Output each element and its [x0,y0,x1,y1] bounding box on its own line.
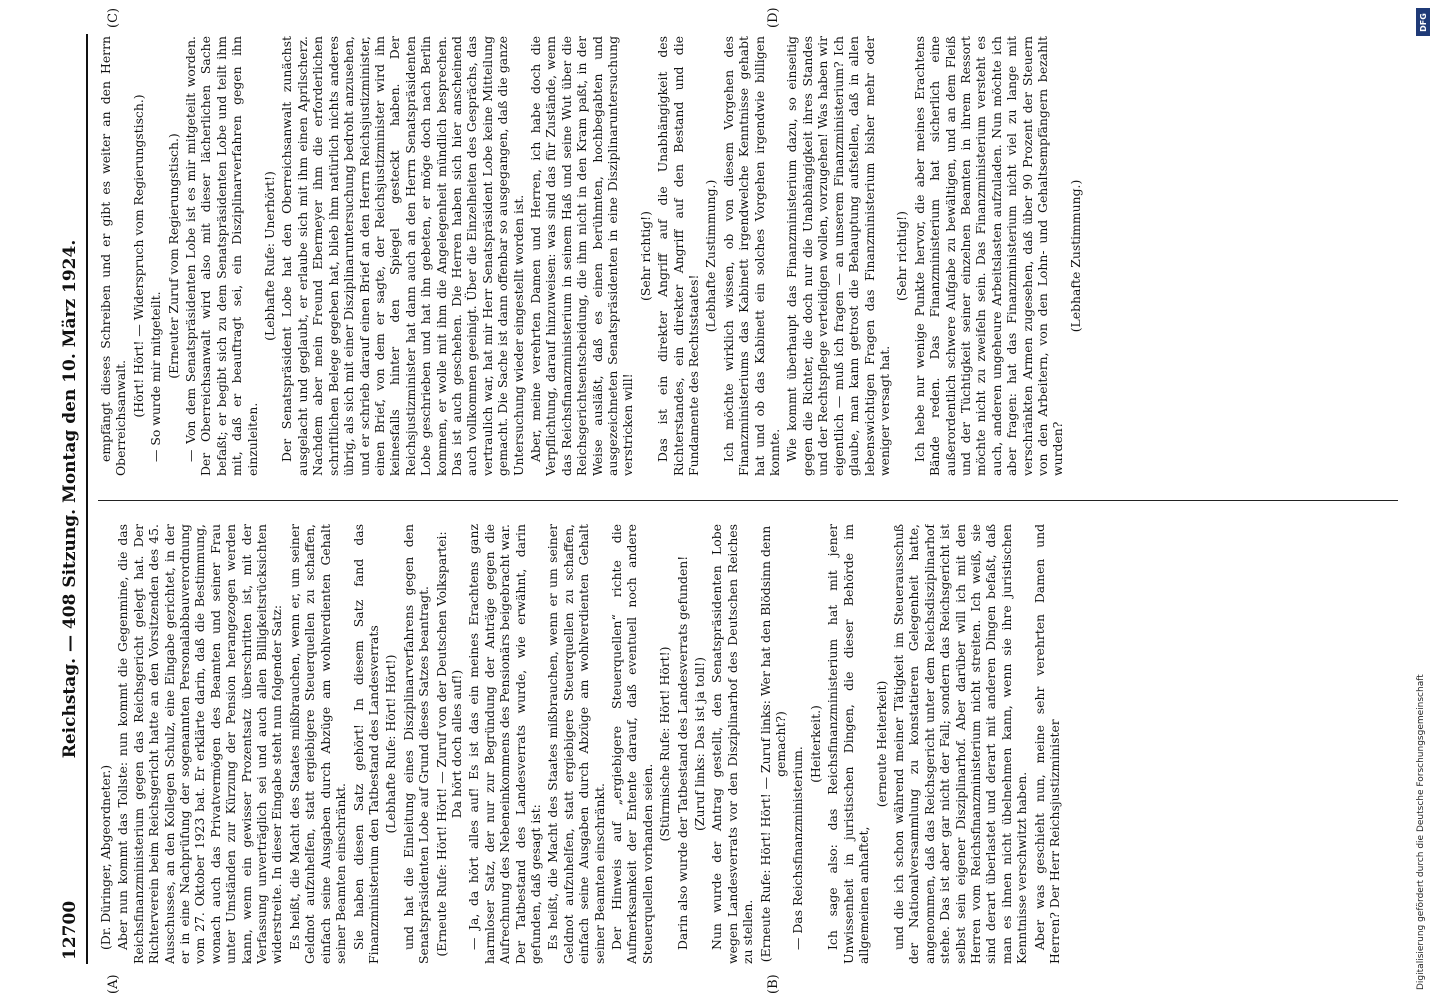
paragraph: Wie kommt überhaupt das Finanzministerium dazu, so einseitig gegen die Richter, die doch nur die Unabhängigkeit ihres Standes und der Rechtspflege verteidigen wollen, vorzugehen! Was haben wir eigentlich — muß ich fragen — an unserem Finanzministerium? Ich glaube, man kann getrost die Behauptung aufstellen, daß in allen lebenswichtigen Fragen das Finanzministerium bisher mehr oder weniger versagt hat. [784,36,892,476]
left-column [98,524,1398,964]
paragraph: — So wurde mir mitgeteilt. [148,291,164,462]
margin-mark-d: (D) [766,7,781,28]
interjection: (erneute Heiterkeit) [873,680,889,808]
paragraph: Es heißt, die Macht des Staates mißbrauchen, wenn er, um seiner Geldnot aufzuhelfen, statt ergiebigere Steuerquellen zu schaffen, einfach seine Ausgaben durch Abzüge am wohlverdienten Gehalt seiner Beamten einschränkt. [286,524,349,964]
paragraph: Sie haben diesen Satz gehört! In diesem Satz fand das Finanzministerium den Tatbestand des Landesverrats [350,524,381,964]
interjection: (Lebhafte Zustimmung.) [1067,179,1083,333]
paragraph: — Von dem Senatspräsidenten Lobe ist es mir mitgeteilt worden. Der Oberreichsanwalt wird also mit dieser lächerlichen Sache befaßt; er begibt sich zu dem Senatspräsidenten Lobe und teilt ihm mit, daß er beauftragt sei, ein Disziplinarverfahren gegen ihn einzuleiten. [183,36,260,476]
interjection: (Erneute Rufe: Hört! Hört! — Zuruf von der Deutschen Volkspartei: Da hört doch alles auf!) [433,531,464,957]
paragraph: Es heißt, die Macht des Staates mißbrauchen, wenn er um seiner Geldnot aufzuhelfen, statt ergiebigere Steuerquellen zu schaffen, einfach seine Ausgaben durch Abzüge am wohlverdienten Gehalt seiner Beamten einschränkt. [545,524,607,964]
paragraph: Das ist ein direkter Angriff auf die Unabhängigkeit des Richterstandes, ein direkter Angriff auf den Bestand und die Fundamente des Rechtsstaates! [655,36,702,476]
margin-mark-c: (C) [106,7,121,28]
interjection: (Zuruf links: Das ist ja toll!) [692,657,708,831]
paragraph: Ich möchte wirklich wissen, ob von diesem Vorgehen des Finanzministeriums das Kabinett irgendwelche Kenntnisse gehabt hat und ob das Kabinett ein solches Vorgehen irgendwie billigen konnte. [720,36,783,476]
page-content [50,7,1410,994]
paragraph: Nun wurde der Antrag gestellt, den Senatspräsidenten Lobe wegen Landesverrats vor den Disziplinarhof des Deutschen Reiches zu stellen. [709,524,756,964]
margin-mark-a: (A) [106,974,121,994]
interjection: (Sehr richtig!) [637,211,653,301]
margin-mark-b: (B) [766,974,781,994]
paragraph: Aber, meine verehrten Damen und Herren, ich habe doch die Verpflichtung, darauf hinzuweisen: was sind das für Zustände, wenn das Reichsfinanzministerium in seinem Haß und seine Wut über die Reichsgerichtsentscheidung, die ihm nicht in den Kram paßt, in der Weise ausläßt, daß es einen berühmten, hochbegabten und ausgezeichneten Senatspräsidenten in eine Disziplinaruntersuchung verstricken will! [527,36,636,476]
dfg-logo: DFG [1416,8,1430,36]
interjection: (Sehr richtig!) [894,211,910,301]
paragraph: — Das Reichsfinanzministerium. [790,746,806,950]
paragraph: und hat die Einleitung eines Disziplinarverfahrens gegen den Senatspräsidenten Lobe auf Grund dieses Satzes beantragt. [400,524,432,964]
paragraph: Aber was geschieht nun, meine sehr verehrten Damen und Herren? Der Herr Reichsjustizminister [1031,524,1062,964]
paragraph: empfängt dieses Schreiben und er gibt es weiter an den Herrn Oberreichsanwalt. [98,36,129,476]
paragraph: Ich sage also: das Reichsfinanzministerium hat mit jener Unwissenheit in juristischen Dingen, die dieser Behörde im allgemeinen anhaftet, [825,524,872,964]
interjection: (Erneuter Zuruf vom Regierungstisch.) [165,133,181,379]
paragraph: (Dr. Düringer, Abgeordneter.) [98,764,113,950]
interjection: (Heiterkeit.) [807,705,823,783]
page-number: 12700 [60,900,80,960]
paragraph: Darin also wurde der Tatbestand des Landesverrats gefunden! [674,555,690,950]
right-column [98,36,1398,476]
paragraph: und die ich schon während meiner Tätigkeit im Steuerausschuß der Nationalversammlung zu konstatieren Gelegenheit hatte, angenommen, daß das Reichsgericht unter dem Reichsdisziplinarhof stehe. Das ist aber gar nicht der Fall; sondern das Reichsgericht ist selbst sein eigener Disziplinarhof. Aber darüber will ich mit den Herren vom Reichsfinanzministerium nicht streiten. Ich weiß, sie sind derart überlastet und derart mit anderen Dingen befaßt, daß man es ihnen nicht übelnehmen kann, wenn sie ihre juristischen Kenntnisse verschwitzt haben. [890,524,1030,964]
interjection: (Stürmische Rufe: Hört! Hört!) [657,646,673,842]
paragraph: Aber nun kommt das Tollste: nun kommt die Gegenmine, die das Reichsfinanzministerium gegen das Reichsgericht gelegt hat. Der Richterverein beim Reichsgericht hatte an den Vorsitzenden des 45. Ausschusses, an den Kollegen Schulz, eine Eingabe gerichtet, in der er in eine Nachprüfung der sogenannten Personalabbauverordnung vom 27. Oktober 1923 bat. Er erklärte darin, daß die Bestimmung, wonach auch das Privatvermögen des Beamten und seiner Frau unter Umständen zur Kürzung der Pension herangezogen werden kann, wenn ein gewisser Prozentsatz überschritten ist, mit der Verfassung unverträglich sei und auch allen Billigkeitsrücksichten widerstreite. In dieser Eingabe steht nun folgender Satz: [115,524,285,964]
interjection: (Erneute Rufe: Hört! Hört! — Zuruf links: Wer hat den Blödsinn denn gemacht?) [757,525,789,963]
paragraph: Der Senatspräsident Lobe hat den Oberreichsanwalt zunächst ausgelacht und geglaubt, er erlaube sich mit ihm einen Aprilscherz. Nachdem aber mein Freund Ebermeyer ihm die erforderlichen schriftlichen Belege gegeben hat, blieb ihm natürlich nichts anderes übrig, als sich mit einer Disziplinaruntersuchung bedroht anzusehen, und er schrieb darauf einen Brief an den Herrn Reichsjustizminister, einen Brief, von dem er sagte, der Reichsjustizminister wird ihn keinesfalls hinter den Spiegel gesteckt haben. Der Reichsjustizminister hat dann auch an den Herrn Senatspräsidenten Lobe geschrieben und hat ihn gebeten, er möge doch nach Berlin kommen, er wolle mit ihm die Angelegenheit mündlich besprechen. Das ist auch geschehen. Die Herren haben sich hier anscheinend auch vollkommen geeinigt. Über die Einzelheiten des Gesprächs, das vertraulich war, hat mir Herr Senatspräsident Lobe keine Mitteilung gemacht. Die Sache ist dann offenbar so ausgegangen, daß die ganze Untersuchung wieder eingestellt worden ist. [279,36,526,476]
paragraph: Der Hinweis auf „ergiebigere Steuerquellen“ richte die Aufmerksamkeit der Entente darauf, daß eventuell noch andere Steuerquellen vorhanden seien. [609,524,655,964]
column-divider [98,500,1398,501]
interjection: (Lebhafte Rufe: Unerhört!) [262,171,278,341]
page-header [50,34,90,964]
digitization-credit: Digitalisierung gefördert durch die Deutsche Forschungsgemeinschaft [1416,674,1426,990]
header-title: Reichstag. — 408 Sitzung. Montag den 10. März 1924. [60,239,80,759]
interjection: (Lebhafte Zustimmung.) [703,179,719,333]
paragraph: — Ja, da hört alles auf! Es ist das ein meines Erachtens ganz harmloser Satz, der nur zur Begründung der Anträge gegen die Aufrechnung des Nebeneinkommens des Pensionärs beigebracht war. Der Tatbestand des Landesverrats wurde, wie erwähnt, darin gefunden, daß gesagt ist: [466,524,543,964]
interjection: (Hört! Hört! — Widerspruch vom Regierungstisch.) [130,94,146,418]
header-rule [86,34,88,964]
interjection: (Lebhafte Rufe: Hört! Hört!) [383,654,399,834]
paragraph: Ich hebe nur wenige Punkte hervor, die aber meines Erachtens Bände reden. Das Finanzministerium hat sicherlich eine außerordentlich schwere Aufgabe zu bewältigen, und an dem Fleiß und der Tüchtigkeit seiner einzelnen Beamten in ihrem Ressort möchte nicht zu zweifeln sein. Das Finanzministerium versteht es auch, anderen ungeheure Arbeitslasten aufzuladen. Nun möchte ich aber fragen: hat das Finanzministerium nicht viel zu lange mit verschränkten Armen zugesehen, daß über 90 Prozent der Steuern von den Arbeitern, von den Lohn- und Gehaltsempfängern bezahlt wurden? [911,36,1066,476]
